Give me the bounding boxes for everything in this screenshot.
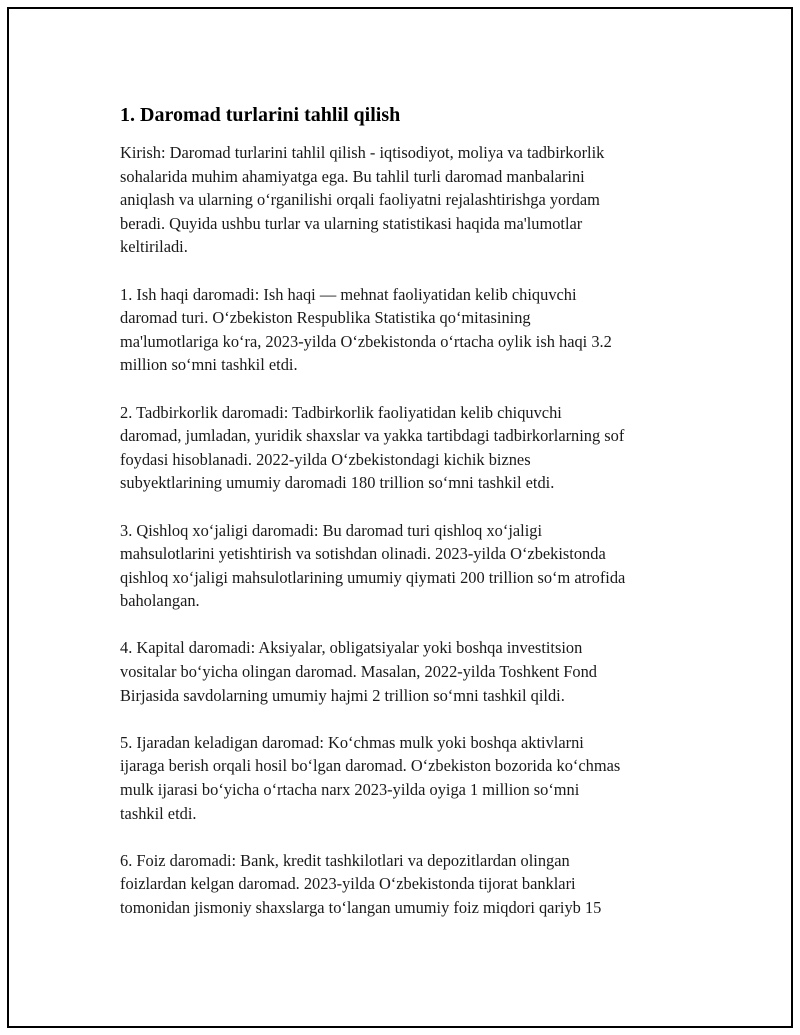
text-line: tashkil etdi. <box>120 803 197 823</box>
text-line: ijaraga berish orqali hosil boʻlgan daromad. Oʻzbekiston bozorida koʻchmas <box>120 756 621 776</box>
text-line: qishloq xoʻjaligi mahsulotlarining umumiy qiymati 200 trillion soʻm atrofida <box>120 567 626 587</box>
text-line: 5. Ijaradan keladigan daromad: Koʻchmas mulk yoki boshqa aktivlarni <box>120 732 584 752</box>
text-line: aniqlash va ularning oʻrganilishi orqali faoliyatni rejalashtirishga yordam <box>120 190 600 210</box>
text-line: daromad, jumladan, yuridik shaxslar va yakka tartibdagi tadbirkorlarning sof <box>120 426 625 446</box>
text-line: Birjasida savdolarning umumiy hajmi 2 trillion soʻmni tashkil qildi. <box>120 685 565 705</box>
document-body <box>120 102 700 943</box>
text-line: 2. Tadbirkorlik daromadi: Tadbirkorlik faoliyatidan kelib chiquvchi <box>120 402 562 422</box>
text-line: 4. Kapital daromadi: Aksiyalar, obligatsiyalar yoki boshqa investitsion <box>120 638 583 658</box>
paragraph-agriculture-income <box>120 519 700 613</box>
text-line: foizlardan kelgan daromad. 2023-yilda Oʻzbekistonda tijorat banklari <box>120 874 576 894</box>
text-line: baholangan. <box>120 591 200 611</box>
text-line: million soʻmni tashkil etdi. <box>120 355 298 375</box>
page-frame <box>7 7 793 1028</box>
text-line: sohalarida muhim ahamiyatga ega. Bu tahlil turli daromad manbalarini <box>120 166 585 186</box>
document-title: 1. Daromad turlarini tahlil qilish <box>120 104 401 126</box>
text-line: beradi. Quyida ushbu turlar va ularning statistikasi haqida ma'lumotlar <box>120 213 583 233</box>
text-line: keltiriladi. <box>120 237 188 257</box>
paragraph-capital-income <box>120 636 700 707</box>
paragraph-intro <box>120 141 700 259</box>
paragraph-rental-income <box>120 731 700 825</box>
text-line: daromad turi. Oʻzbekiston Respublika Statistika qoʻmitasining <box>120 308 531 328</box>
text-line: tomonidan jismoniy shaxslarga toʻlangan umumiy foiz miqdori qariyb 15 <box>120 898 602 917</box>
text-line: mulk ijarasi boʻyicha oʻrtacha narx 2023-yilda oyiga 1 million soʻmni <box>120 780 580 800</box>
text-line: foydasi hisoblanadi. 2022-yilda Oʻzbekistondagi kichik biznes <box>120 449 531 469</box>
text-line: 1. Ish haqi daromadi: Ish haqi — mehnat faoliyatidan kelib chiquvchi <box>120 284 577 304</box>
text-line: Kirish: Daromad turlarini tahlil qilish - iqtisodiyot, moliya va tadbirkorlik <box>120 143 605 162</box>
text-line: subyektlarining umumiy daromadi 180 trillion soʻmni tashkil etdi. <box>120 473 555 493</box>
text-line: 6. Foiz daromadi: Bank, kredit tashkilotlari va depozitlardan olingan <box>120 850 570 870</box>
paragraph-wage-income <box>120 283 700 377</box>
paragraph-interest-income <box>120 849 700 920</box>
text-line: ma'lumotlariga koʻra, 2023-yilda Oʻzbekistonda oʻrtacha oylik ish haqi 3.2 <box>120 331 612 351</box>
paragraph-business-income <box>120 401 700 495</box>
text-line: 3. Qishloq xoʻjaligi daromadi: Bu daromad turi qishloq xoʻjaligi <box>120 520 543 540</box>
text-line: vositalar boʻyicha olingan daromad. Masalan, 2022-yilda Toshkent Fond <box>120 662 597 682</box>
text-line: mahsulotlarini yetishtirish va sotishdan olinadi. 2023-yilda Oʻzbekistonda <box>120 544 606 564</box>
